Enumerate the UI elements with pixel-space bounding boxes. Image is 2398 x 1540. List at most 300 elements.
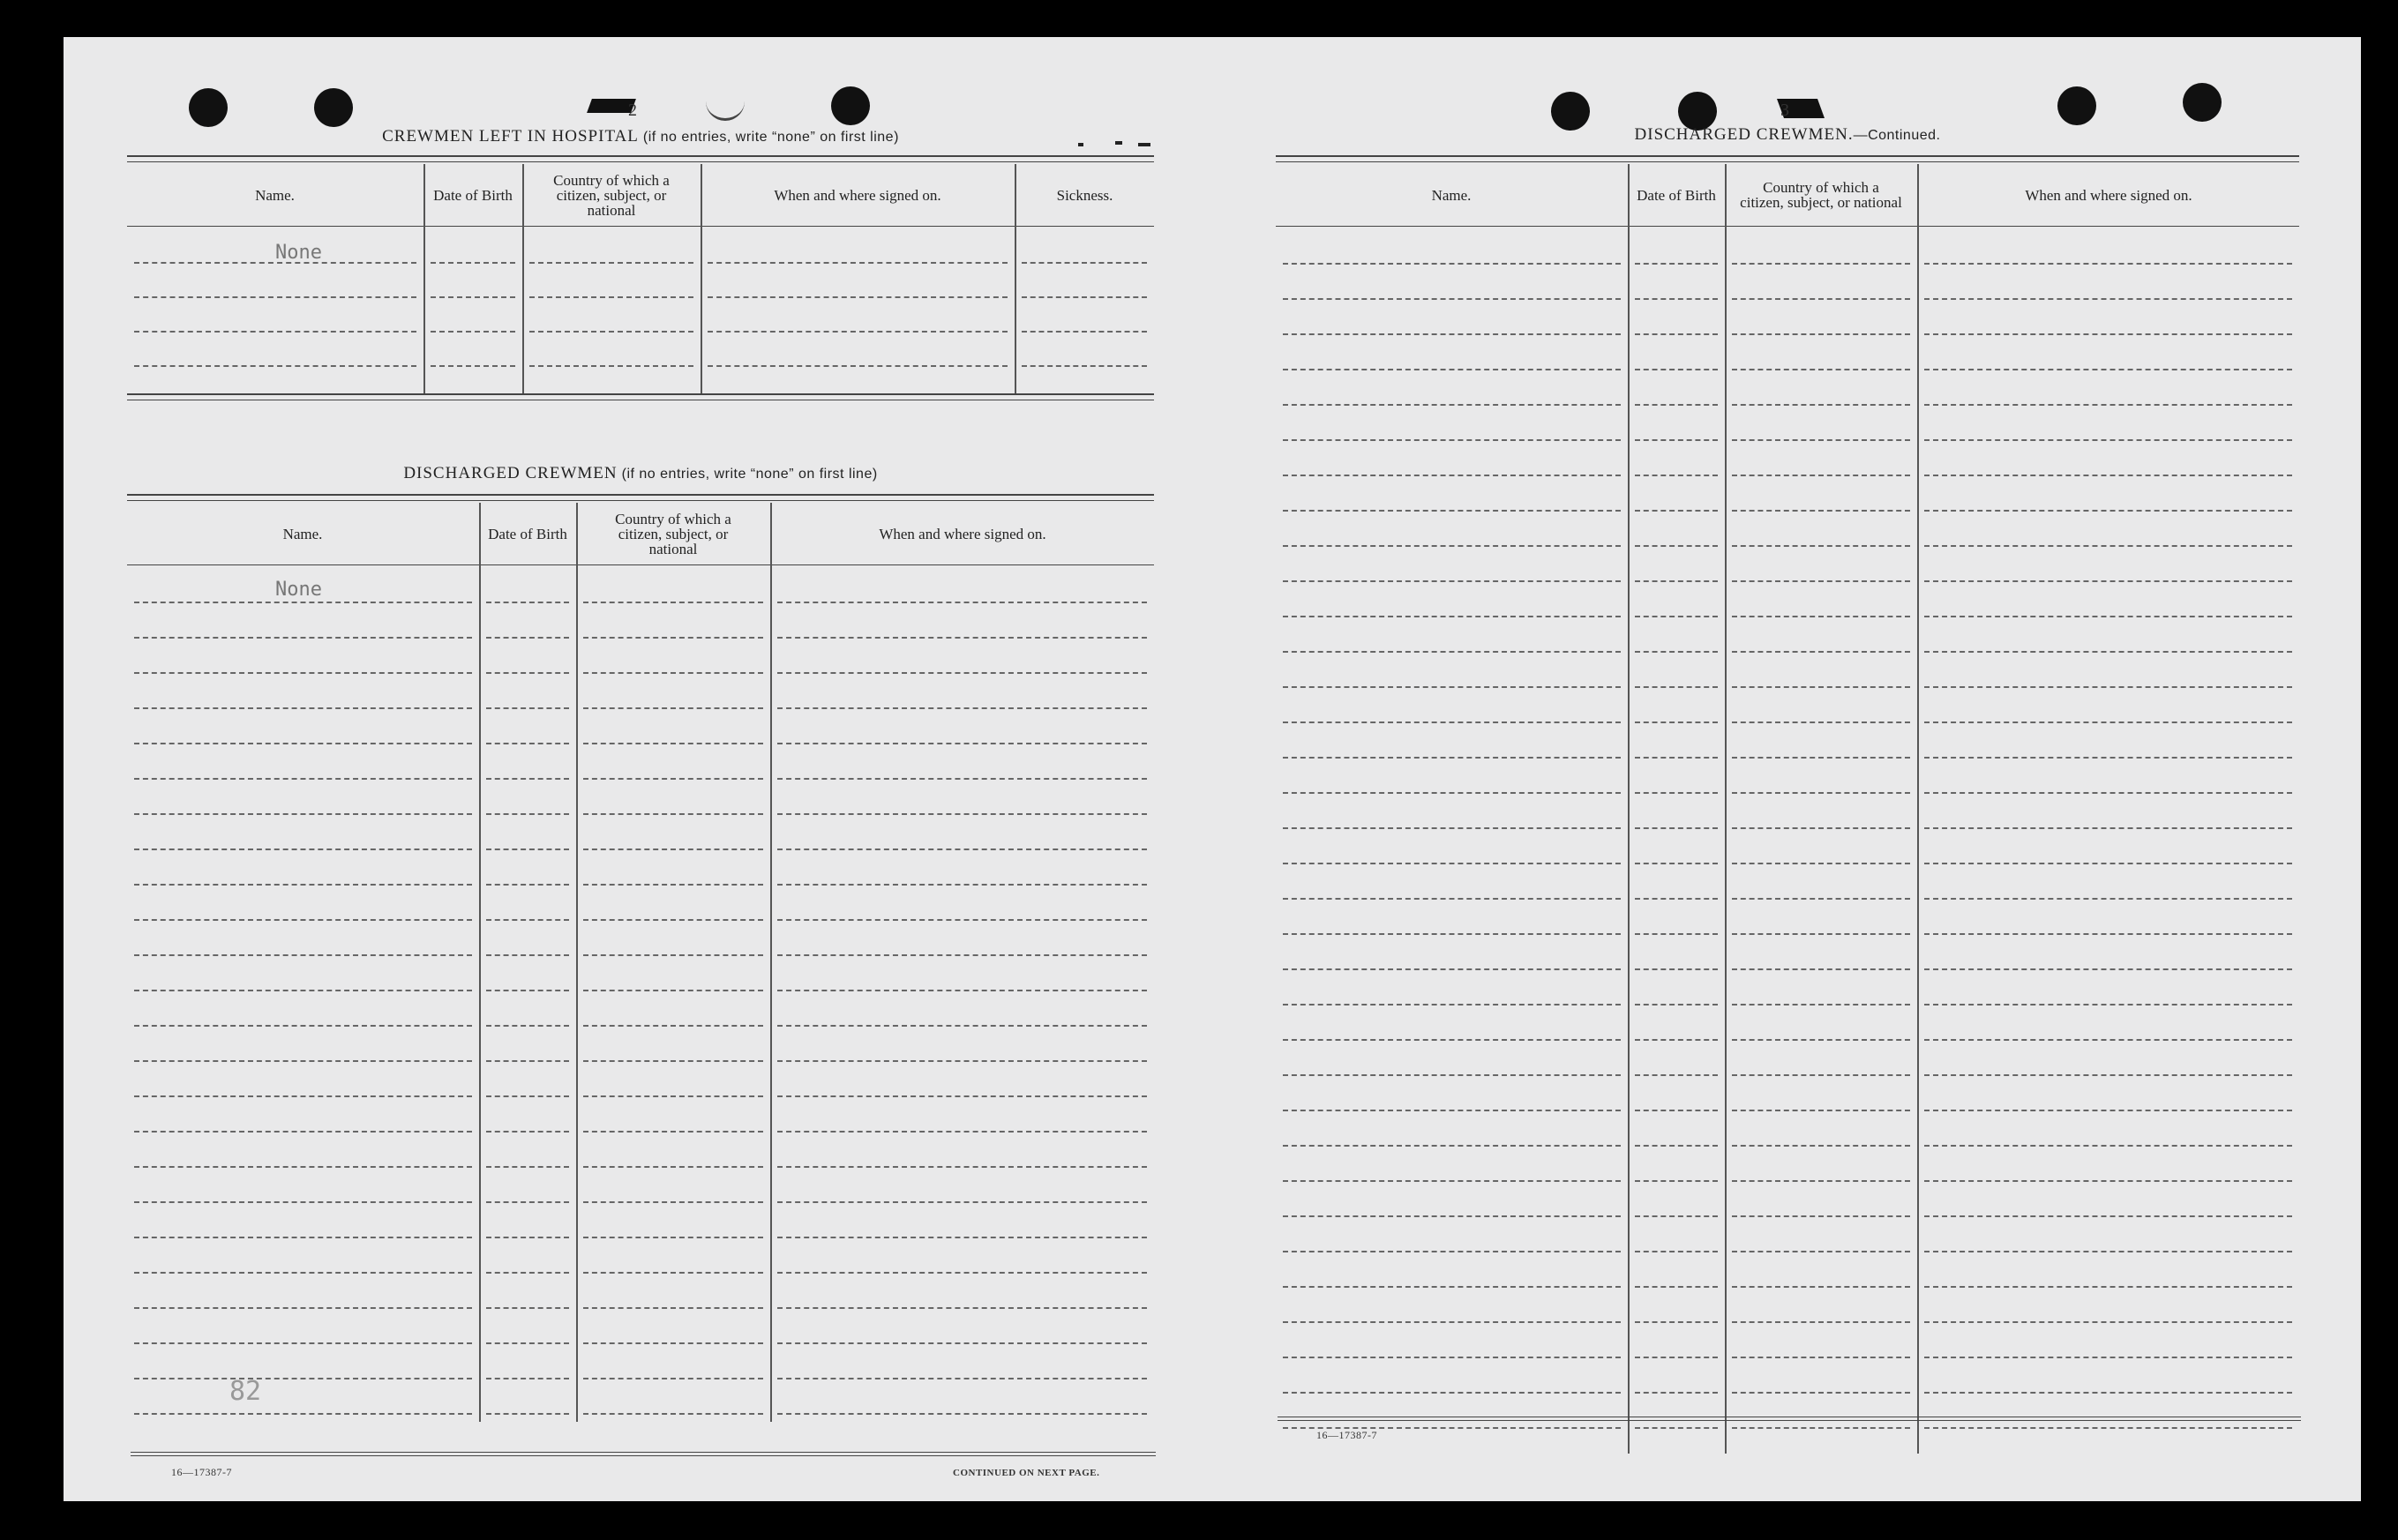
column-header-country: Country of which a citizen, subject, or national: [615, 510, 731, 557]
entry-line: [486, 848, 569, 850]
entry-line: [1732, 1215, 1910, 1217]
entry-line: [1732, 580, 1910, 582]
entry-line: [583, 672, 763, 674]
entry-line: [134, 296, 416, 298]
entry-line: [486, 743, 569, 744]
entry-line: [1635, 968, 1718, 970]
entry-line: [777, 1131, 1147, 1133]
column-divider: [423, 164, 425, 395]
right-page: [1276, 125, 2299, 1466]
entry-line: [1924, 1004, 2292, 1005]
entry-line: [1635, 1392, 1718, 1394]
entry-line: [777, 602, 1147, 603]
entry-line: [1732, 863, 1910, 864]
entry-line: [486, 1413, 569, 1415]
entry-line: [134, 954, 472, 956]
fastener-mark: [706, 93, 745, 121]
entry-line: [1635, 580, 1718, 582]
entry-line: [1635, 298, 1718, 300]
entry-line: [134, 1342, 472, 1344]
entry-line: [1924, 968, 2292, 970]
entry-line: [134, 637, 472, 639]
entry-line: [1635, 898, 1718, 900]
entry-line: [1635, 369, 1718, 370]
entry-line: [431, 365, 515, 367]
entry-line: [1022, 331, 1147, 333]
entry-line: [1283, 475, 1621, 476]
entry-line: [777, 1201, 1147, 1203]
entry-line: [777, 954, 1147, 956]
entry-line: [708, 331, 1008, 333]
entry-line: [1635, 1039, 1718, 1041]
entry-line: [1283, 651, 1621, 653]
discharged-continued-table: [1276, 164, 2299, 1461]
entry-line: [777, 637, 1147, 639]
page-number: 3: [1780, 101, 1789, 120]
handwritten-entry: None: [275, 579, 322, 601]
entry-line: [583, 1342, 763, 1344]
entry-line: [583, 1095, 763, 1097]
entry-line: [1732, 1180, 1910, 1182]
entry-line: [1283, 298, 1621, 300]
column-header-name: Name.: [255, 186, 295, 204]
entry-line: [1283, 439, 1621, 441]
entry-line: [777, 743, 1147, 744]
entry-line: [708, 262, 1008, 264]
entry-line: [1732, 263, 1910, 265]
entry-line: [486, 1095, 569, 1097]
entry-line: [486, 990, 569, 991]
entry-line: [1283, 1074, 1621, 1076]
discharged-table: [127, 503, 1154, 1424]
entry-line: [1283, 721, 1621, 723]
entry-line: [1924, 1251, 2292, 1252]
entry-line: [486, 954, 569, 956]
entry-line: [1635, 616, 1718, 617]
entry-line: [1732, 1357, 1910, 1358]
entry-line: [583, 919, 763, 921]
entry-line: [1635, 545, 1718, 547]
entry-line: [1732, 1392, 1910, 1394]
entry-line: [1635, 1321, 1718, 1323]
section-rule: [127, 393, 1154, 400]
entry-line: [583, 778, 763, 780]
entry-line: [1924, 1286, 2292, 1288]
entry-line: [1732, 827, 1910, 829]
entry-line: [708, 296, 1008, 298]
entry-line: [1283, 1321, 1621, 1323]
entry-line: [1924, 1180, 2292, 1182]
column-header-country: Country of which a citizen, subject, or national: [553, 171, 670, 219]
column-header-country: Country of which a citizen, subject, or national: [1740, 179, 1902, 211]
entry-line: [1924, 1357, 2292, 1358]
entry-line: [134, 365, 416, 367]
entry-line: [1635, 686, 1718, 688]
entry-line: [1283, 616, 1621, 617]
page-bottom-rule: [1278, 1417, 2301, 1421]
entry-line: [486, 1060, 569, 1062]
entry-line: [583, 990, 763, 991]
handwritten-entry: None: [275, 242, 322, 264]
entry-line: [583, 1378, 763, 1379]
entry-line: [1732, 968, 1910, 970]
entry-line: [583, 1307, 763, 1309]
entry-line: [486, 1342, 569, 1344]
left-page: [127, 125, 1154, 1478]
section-rule: [1276, 155, 2299, 162]
document-sheet: [64, 37, 2361, 1501]
entry-line: [583, 884, 763, 886]
entry-line: [1635, 475, 1718, 476]
entry-line: [583, 813, 763, 815]
column-header-date-of-birth: Date of Birth: [488, 525, 567, 542]
entry-line: [1732, 510, 1910, 512]
entry-line: [1635, 1180, 1718, 1182]
entry-line: [486, 1307, 569, 1309]
entry-line: [486, 602, 569, 603]
entry-line: [777, 1025, 1147, 1027]
entry-line: [1283, 1392, 1621, 1394]
continued-note: CONTINUED ON NEXT PAGE.: [953, 1468, 1100, 1478]
entry-line: [1283, 545, 1621, 547]
entry-line: [1732, 1110, 1910, 1111]
entry-line: [1732, 1427, 1910, 1429]
punch-hole: [2057, 86, 2096, 125]
entry-line: [486, 778, 569, 780]
hospital-section-title: CREWMEN LEFT IN HOSPITAL (if no entries, write “none” on first line): [382, 127, 899, 146]
entry-line: [777, 990, 1147, 991]
entry-line: [1924, 616, 2292, 617]
entry-line: [583, 602, 763, 603]
entry-line: [1283, 898, 1621, 900]
entry-line: [1924, 898, 2292, 900]
entry-line: [1283, 757, 1621, 759]
entry-line: [134, 1272, 472, 1274]
entry-line: [134, 707, 472, 709]
discharged-continued-header: [1276, 164, 2299, 227]
punch-hole: [314, 88, 353, 127]
entry-line: [1635, 1074, 1718, 1076]
entry-line: [134, 743, 472, 744]
entry-line: [486, 672, 569, 674]
entry-line: [583, 1237, 763, 1238]
entry-line: [486, 637, 569, 639]
punch-hole: [2183, 83, 2222, 122]
entry-line: [1924, 263, 2292, 265]
entry-line: [1635, 1251, 1718, 1252]
entry-line: [1635, 1110, 1718, 1111]
entry-line: [777, 1095, 1147, 1097]
handwritten-number: 82: [229, 1376, 262, 1407]
entry-line: [1283, 333, 1621, 335]
entry-line: [134, 331, 416, 333]
entry-line: [134, 1166, 472, 1168]
entry-line: [486, 1378, 569, 1379]
entry-line: [1924, 369, 2292, 370]
entry-line: [583, 848, 763, 850]
column-divider: [479, 503, 481, 1422]
entry-line: [134, 1413, 472, 1415]
section-rule: [127, 494, 1154, 501]
entry-line: [1732, 1286, 1910, 1288]
column-header-signed-on: When and where signed on.: [879, 525, 1046, 542]
entry-line: [1283, 827, 1621, 829]
punch-hole: [189, 88, 228, 127]
entry-line: [431, 262, 515, 264]
entry-line: [583, 1025, 763, 1027]
column-divider: [701, 164, 702, 395]
column-divider: [1917, 164, 1919, 1454]
entry-line: [1924, 933, 2292, 935]
entry-line: [486, 1201, 569, 1203]
entry-line: [1924, 333, 2292, 335]
entry-line: [777, 1413, 1147, 1415]
entry-line: [1924, 792, 2292, 794]
entry-line: [583, 707, 763, 709]
entry-line: [1732, 1321, 1910, 1323]
entry-line: [1283, 1357, 1621, 1358]
entry-line: [486, 1025, 569, 1027]
column-divider: [1725, 164, 1727, 1454]
discharged-table-header: [127, 503, 1154, 565]
entry-line: [1924, 1392, 2292, 1394]
entry-line: [134, 1201, 472, 1203]
entry-line: [486, 813, 569, 815]
entry-line: [1732, 475, 1910, 476]
entry-line: [1283, 863, 1621, 864]
entry-line: [134, 1025, 472, 1027]
entry-line: [1924, 545, 2292, 547]
entry-line: [1732, 1074, 1910, 1076]
hospital-table-header: [127, 164, 1154, 227]
entry-line: [777, 778, 1147, 780]
entry-line: [777, 1060, 1147, 1062]
entry-line: [1924, 439, 2292, 441]
column-divider: [770, 503, 772, 1422]
entry-line: [486, 1272, 569, 1274]
entry-line: [529, 296, 693, 298]
entry-line: [134, 990, 472, 991]
entry-line: [1283, 1215, 1621, 1217]
entry-line: [583, 1201, 763, 1203]
entry-line: [708, 365, 1008, 367]
punch-hole: [831, 86, 870, 125]
entry-line: [583, 1166, 763, 1168]
column-divider: [522, 164, 524, 395]
entry-line: [1924, 721, 2292, 723]
entry-line: [134, 1095, 472, 1097]
entry-line: [1635, 1215, 1718, 1217]
entry-line: [1283, 1251, 1621, 1252]
entry-line: [1283, 1110, 1621, 1111]
column-header-name: Name.: [1431, 186, 1472, 204]
entry-line: [1635, 757, 1718, 759]
entry-line: [1283, 263, 1621, 265]
entry-line: [1924, 757, 2292, 759]
entry-line: [777, 672, 1147, 674]
entry-line: [1732, 404, 1910, 406]
page-bottom-rule: [131, 1452, 1156, 1456]
column-divider: [576, 503, 578, 1422]
entry-line: [583, 1272, 763, 1274]
entry-line: [1283, 792, 1621, 794]
entry-line: [583, 1131, 763, 1133]
entry-line: [1924, 1039, 2292, 1041]
entry-line: [583, 743, 763, 744]
entry-line: [1924, 298, 2292, 300]
entry-line: [1635, 792, 1718, 794]
entry-line: [1732, 1004, 1910, 1005]
form-number: 16—17387-7: [1316, 1429, 1377, 1441]
entry-line: [1283, 968, 1621, 970]
section-rule: [127, 155, 1154, 162]
entry-line: [1732, 721, 1910, 723]
entry-line: [1924, 1110, 2292, 1111]
entry-line: [1022, 296, 1147, 298]
entry-line: [1732, 333, 1910, 335]
entry-line: [486, 1166, 569, 1168]
entry-line: [1022, 262, 1147, 264]
column-header-name: Name.: [282, 525, 323, 542]
entry-line: [1635, 863, 1718, 864]
entry-line: [134, 672, 472, 674]
entry-line: [777, 1237, 1147, 1238]
entry-line: [1924, 827, 2292, 829]
entry-line: [1732, 616, 1910, 617]
entry-line: [134, 602, 472, 603]
entry-line: [134, 1060, 472, 1062]
entry-line: [1732, 898, 1910, 900]
entry-line: [583, 1060, 763, 1062]
entry-line: [1732, 757, 1910, 759]
entry-line: [1635, 1427, 1718, 1429]
entry-line: [1732, 1251, 1910, 1252]
entry-line: [1635, 333, 1718, 335]
column-divider: [1628, 164, 1630, 1454]
entry-line: [777, 848, 1147, 850]
entry-line: [431, 331, 515, 333]
entry-line: [1635, 651, 1718, 653]
entry-line: [1732, 933, 1910, 935]
form-number: 16—17387-7: [171, 1466, 232, 1478]
entry-line: [1924, 1074, 2292, 1076]
entry-line: [1283, 1286, 1621, 1288]
entry-line: [134, 262, 416, 264]
entry-line: [1635, 439, 1718, 441]
page-number: 2: [628, 101, 637, 120]
entry-line: [777, 1307, 1147, 1309]
entry-line: [777, 884, 1147, 886]
column-header-signed-on: When and where signed on.: [774, 186, 941, 204]
entry-line: [1924, 1427, 2292, 1429]
entry-line: [777, 707, 1147, 709]
entry-line: [1924, 1145, 2292, 1147]
entry-line: [1635, 1145, 1718, 1147]
entry-line: [777, 1272, 1147, 1274]
entry-line: [529, 262, 693, 264]
entry-line: [1732, 369, 1910, 370]
entry-line: [1635, 404, 1718, 406]
entry-line: [1732, 298, 1910, 300]
entry-line: [1924, 404, 2292, 406]
entry-line: [134, 1378, 472, 1379]
entry-line: [777, 1378, 1147, 1379]
entry-line: [1283, 1145, 1621, 1147]
entry-line: [134, 919, 472, 921]
entry-line: [1924, 1215, 2292, 1217]
entry-line: [1924, 510, 2292, 512]
entry-line: [1924, 580, 2292, 582]
entry-line: [1732, 686, 1910, 688]
column-header-date-of-birth: Date of Birth: [433, 186, 513, 204]
entry-line: [486, 707, 569, 709]
entry-line: [1732, 792, 1910, 794]
entry-line: [1635, 1004, 1718, 1005]
column-header-date-of-birth: Date of Birth: [1637, 186, 1716, 204]
entry-line: [1732, 439, 1910, 441]
entry-line: [1635, 933, 1718, 935]
entry-line: [1732, 1145, 1910, 1147]
entry-line: [1283, 1004, 1621, 1005]
entry-line: [1022, 365, 1147, 367]
entry-line: [1635, 1286, 1718, 1288]
entry-line: [1283, 1180, 1621, 1182]
entry-line: [1283, 369, 1621, 370]
entry-line: [1924, 686, 2292, 688]
entry-line: [1635, 263, 1718, 265]
entry-line: [134, 848, 472, 850]
entry-line: [529, 331, 693, 333]
entry-line: [583, 954, 763, 956]
entry-line: [431, 296, 515, 298]
entry-line: [1283, 933, 1621, 935]
entry-line: [777, 1166, 1147, 1168]
entry-line: [134, 1131, 472, 1133]
column-header-signed-on: When and where signed on.: [2025, 186, 2192, 204]
entry-line: [134, 778, 472, 780]
entry-line: [1732, 1039, 1910, 1041]
entry-line: [777, 919, 1147, 921]
entry-line: [1635, 1357, 1718, 1358]
column-header-sickness: Sickness.: [1056, 186, 1113, 204]
entry-line: [777, 813, 1147, 815]
entry-line: [486, 919, 569, 921]
entry-line: [1732, 545, 1910, 547]
entry-line: [1924, 475, 2292, 476]
entry-line: [1924, 1321, 2292, 1323]
entry-line: [777, 1342, 1147, 1344]
entry-line: [1283, 510, 1621, 512]
entry-line: [134, 884, 472, 886]
entry-line: [1924, 863, 2292, 864]
discharged-continued-title: DISCHARGED CREWMEN.—Continued.: [1634, 125, 1941, 144]
column-divider: [1015, 164, 1016, 395]
entry-line: [1635, 827, 1718, 829]
entry-line: [1283, 686, 1621, 688]
entry-line: [134, 1237, 472, 1238]
entry-line: [1732, 651, 1910, 653]
entry-line: [134, 813, 472, 815]
discharged-section-title: DISCHARGED CREWMEN (if no entries, write “none” on first line): [403, 464, 878, 482]
entry-line: [529, 365, 693, 367]
hospital-table: [127, 164, 1154, 397]
entry-line: [486, 1131, 569, 1133]
entry-line: [1283, 1039, 1621, 1041]
entry-line: [134, 1307, 472, 1309]
entry-line: [583, 1413, 763, 1415]
entry-line: [1283, 580, 1621, 582]
entry-line: [583, 637, 763, 639]
